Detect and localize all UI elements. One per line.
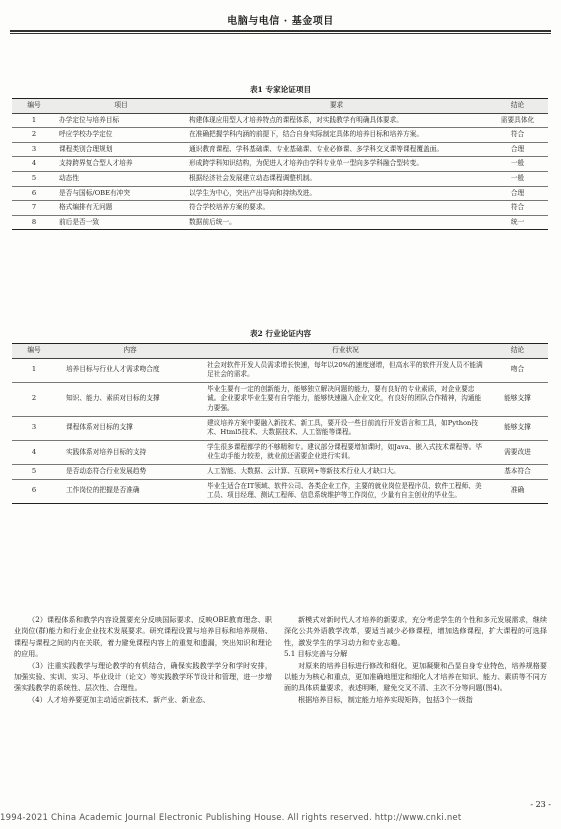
table1-cell: 是否与国标/OBE有冲突 [56, 186, 186, 201]
left-column-text [14, 614, 272, 705]
table1-cell: 5 [12, 171, 56, 186]
table1-row [12, 201, 548, 216]
right-intro-paragraph: 新模式对新时代人才培养的新要求，充分考虑学生的个性和多元发展需求，继续深化公共外语教学改革，要适当减少必修课程，增加选修课程，扩大课程的可选择性，激发学生的学习动力和专业志趣。 [284, 615, 547, 647]
table1-cell: 符合 [487, 128, 548, 143]
header-rule-thin [10, 33, 551, 34]
industry-review-table [12, 343, 548, 504]
table2-cell: 毕业生要有一定的创新能力，能够独立解决问题的能力，要有良好的专业素质，对企业要忠诚。企业要求毕业生要有自学能力，能够快速融入企业文化，有良好的团队合作精神，沟通能力要强。 [204, 382, 487, 416]
table2-row [12, 464, 548, 479]
table1-cell: 6 [12, 186, 56, 201]
table2-cell: 吻合 [487, 358, 548, 382]
left-paragraph-3: （3）注重实践教学与理论教学的有机结合，确保实践教学学分和学时安排，加强实验、实训、实习、毕业设计（论文）等实践教学环节设计和管理，进一步增强实践教学的系统性、层次性、合理性。 [14, 660, 272, 693]
table1-cell: 以学生为中心，突出产出导向和持续改进。 [186, 186, 487, 201]
table1-cell: 一般 [487, 171, 548, 186]
expert-review-table [12, 98, 548, 230]
table2-cell: 课程体系对目标的支撑 [56, 416, 204, 440]
table1-cell: 7 [12, 201, 56, 216]
table2-cell: 1 [12, 358, 56, 382]
page-number: - 23 - [530, 800, 551, 809]
table2-cell: 5 [12, 464, 56, 479]
table2-cell: 准确 [487, 479, 548, 503]
footer-copyright: 1994-2021 China Academic Journal Electronic Publishing House. All rights reserved. http://www.cnki.net [0, 813, 462, 823]
table2-cell: 社会对软件开发人员需求增长快速，每年以20%的速度递增，但高水平的软件开发人员不能满足社会的需求。 [204, 358, 487, 382]
table2-cell: 4 [12, 440, 56, 464]
table2-cell: 3 [12, 416, 56, 440]
table1-cell: 动态性 [56, 171, 186, 186]
table1-header-0: 编号 [12, 99, 56, 114]
table2-cell: 是否动态符合行业发展趋势 [56, 464, 204, 479]
table2-cell: 需要改进 [487, 440, 548, 464]
table1-cell: 2 [12, 128, 56, 143]
table1-cell: 格式编排有无问题 [56, 201, 186, 216]
table1-row [12, 142, 548, 157]
table1-row [12, 215, 548, 230]
table1-header-1: 项目 [56, 99, 186, 114]
table2-row [12, 416, 548, 440]
table2-cell: 实践体系对培养目标的支持 [56, 440, 204, 464]
table1-header-3: 结论 [487, 99, 548, 114]
table2-row [12, 479, 548, 503]
table1-cell: 形成跨学科知识结构，为促进人才培养由学科专业单一型向多学科融合型转变。 [186, 157, 487, 172]
table1-cell: 通识教育课程、学科基础课、专业基础课、专业必修课、多学科交叉课等课程覆盖面。 [186, 142, 487, 157]
left-paragraph-2: （2）课程体系和教学内容设置要充分反映国际要求、反映OBE教育理念、职业岗位(群)能力和行业企业技术发展要求。研究课程设置与培养目标和培养规格、课程与课程之间的内在关联，着力避免课程内容上的重复和遗漏，突出知识和理论的应用。 [14, 615, 272, 659]
table1-cell: 构建体现应用型人才培养特点的课程体系，对实践教学有明确具体要求。 [186, 113, 487, 128]
table1-cell: 1 [12, 113, 56, 128]
right-paragraph-1: 对原来的培养目标进行修改和细化，更加凝聚和凸显自身专业特色，培养规格要以能力为核心和重点，更加准确地厘定和细化人才培养在知识、能力、素质等不同方面的具体质量要求，表述明晰，避免交叉不清、主次不分等问题(图4)。 [284, 660, 547, 693]
table1-cell: 支持跨界复合型人才培养 [56, 157, 186, 172]
running-header: 电脑与电信 · 基金项目 [227, 16, 334, 27]
table2-header-3: 结论 [487, 344, 548, 359]
table1-cell: 呼应学校办学定位 [56, 128, 186, 143]
table1-cell: 符合学校培养方案的要求。 [186, 201, 487, 216]
table1-cell: 符合 [487, 201, 548, 216]
table1-cell: 合理 [487, 186, 548, 201]
table2-caption: 表2 行业论证内容 [249, 329, 312, 338]
table2-row [12, 440, 548, 464]
table2-cell: 人工智能、大数据、云计算、互联网+等新技术行业人才缺口大。 [204, 464, 487, 479]
table2-header-0: 编号 [12, 344, 56, 359]
right-paragraph-2: 根据培养目标，制定能力培养实现矩阵，包括3个一级指 [298, 694, 473, 704]
table2-cell: 毕业生适合在IT领域、软件公司、各类企业工作，主要的就业岗位是程序员、软件工程师、美工员、项目经理、测试工程师、信息系统维护等工作岗位，少量有自主创业的毕业生。 [204, 479, 487, 503]
right-column-text [284, 614, 547, 705]
table2-cell: 2 [12, 382, 56, 416]
table2-cell: 培养目标与行业人才需求吻合度 [56, 358, 204, 382]
table2-cell: 基本符合 [487, 464, 548, 479]
table1-row [12, 157, 548, 172]
table2-cell: 能够支撑 [487, 382, 548, 416]
table2-cell: 能够支撑 [487, 416, 548, 440]
left-paragraph-4: （4）人才培养要更加主动适应新技术、新产业、新业态、 [28, 694, 210, 704]
table1-cell: 合理 [487, 142, 548, 157]
table1-cell: 根据经济社会发展建立动态课程调整机制。 [186, 171, 487, 186]
table2-cell: 建议培养方案中要融入新技术、新工具，要开设一些目前流行开发语言和工具，如Python技术、Html5技术、大数据技术、人工智能等课程。 [204, 416, 487, 440]
table2-cell: 6 [12, 479, 56, 503]
table1-cell: 前后是否一致 [56, 215, 186, 230]
table1-cell: 办学定位与培养目标 [56, 113, 186, 128]
table1-caption: 表1 专家论证项目 [249, 85, 312, 94]
table2-row [12, 358, 548, 382]
table1-cell: 4 [12, 157, 56, 172]
table1-row [12, 113, 548, 128]
table2-cell: 学生很多课程都学的不够精和专。建议部分课程要增加课时，如Java、嵌入式技术课程等。毕业生动手能力较差，就业前还需要企业进行实训。 [204, 440, 487, 464]
table2-cell: 知识、能力、素质对目标的支撑 [56, 382, 204, 416]
table1-cell: 8 [12, 215, 56, 230]
table1-cell: 在准确把握学科内涵的前提下，结合自身实际制定具体的培养目标和培养方案。 [186, 128, 487, 143]
table1-cell: 需要具体化 [487, 113, 548, 128]
table2-header-2: 行业状况 [204, 344, 487, 359]
table1-row [12, 171, 548, 186]
table2-cell: 工作岗位的把握是否准确 [56, 479, 204, 503]
header-rule [10, 30, 551, 32]
section-heading: 5.1 目标完善与分解 [284, 649, 348, 659]
table1-cell: 3 [12, 142, 56, 157]
table1-cell: 课程类别合理规划 [56, 142, 186, 157]
table2-row [12, 382, 548, 416]
table1-row [12, 128, 548, 143]
table2-header-1: 内容 [56, 344, 204, 359]
table1-cell: 统一 [487, 215, 548, 230]
table1-header-2: 要求 [186, 99, 487, 114]
table1-cell: 一般 [487, 157, 548, 172]
table1-cell: 数据前后统一。 [186, 215, 487, 230]
table1-row [12, 186, 548, 201]
